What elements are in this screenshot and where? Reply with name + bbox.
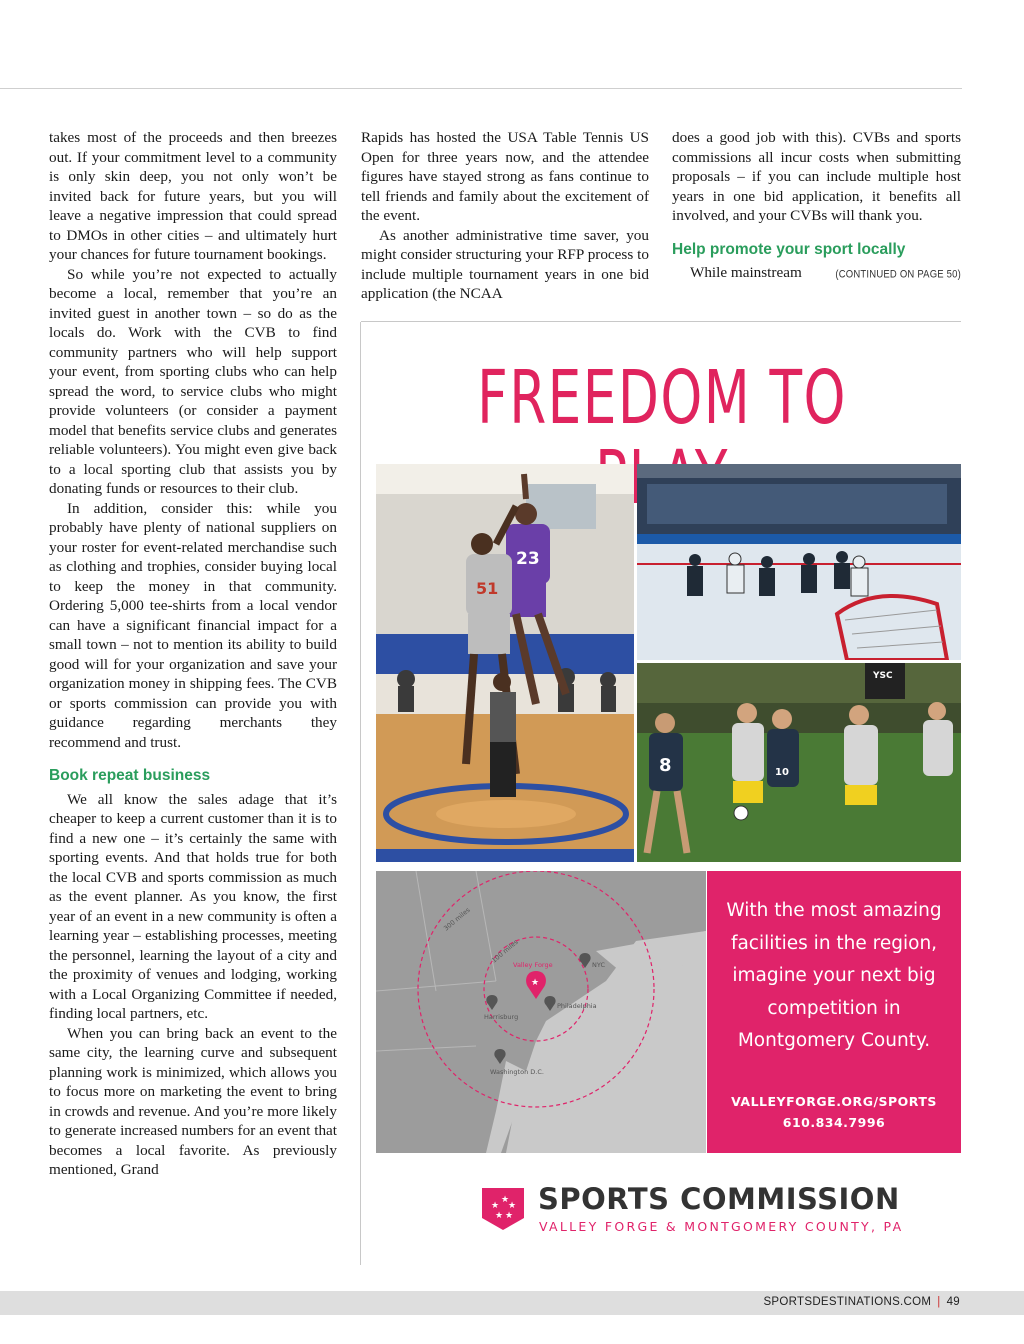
paragraph: does a good job with this). CVBs and sports commissions all incur costs when submitting proposals – if you can include multiple host years in one bid application, it benefits all involved, and your CVBs will thank you. bbox=[672, 129, 961, 224]
svg-text:★: ★ bbox=[501, 1195, 510, 1205]
svg-text:★: ★ bbox=[505, 1211, 514, 1221]
article-column-2 bbox=[361, 128, 649, 304]
paragraph: So while you’re not expected to actually become a local, remember that you’re an invited guest in another town – so do as the locals do. Work with the CVB to find community partners who will help support your event, from sporting clubs who can help spread the word, to service clubs who might provide volunteers (or consider a payment model that benefits service clubs and generates reliable volunteers). You might even give back to a local sporting club that assists you by donating funds or resources to their club. bbox=[49, 265, 337, 497]
footer-separator: | bbox=[937, 1296, 941, 1308]
svg-text:8: 8 bbox=[659, 755, 672, 776]
ad-website-link[interactable]: VALLEYFORGE.ORG/SPORTS bbox=[731, 1094, 937, 1109]
continued-line bbox=[672, 263, 961, 285]
nyc-label: NYC bbox=[592, 961, 606, 969]
svg-text:51: 51 bbox=[476, 579, 499, 598]
paragraph: Rapids has hosted the USA Table Tennis US Open for three years now, and the attendee figures have stayed strong as fans continue to tell friends and family about the excitement of the event. bbox=[361, 129, 649, 224]
svg-text:23: 23 bbox=[516, 549, 540, 569]
ad-tagline: With the most amazing facilities in the region, imagine your next big competition in Montgomery County. bbox=[726, 900, 942, 1051]
column-divider bbox=[360, 322, 361, 1265]
footer bbox=[763, 1296, 960, 1308]
basketball-photo bbox=[376, 464, 634, 862]
washington-label: Washington D.C. bbox=[490, 1068, 544, 1076]
paragraph: In addition, consider this: while you probably have plenty of national suppliers on your roster for event-related merchandise such as clothing and trophies, consider buying local to keep the money in that community. Ordering 5,000 tee-shirts from a local vendor can have a significant financial impact for a small town – not to mention its ability to build good will for your organization and save your organization money in shipping fees. The CVB or sports commission can provide you with guidance regarding merchants they recommend and trust. bbox=[49, 499, 337, 751]
logo-subtitle: VALLEY FORGE & MONTGOMERY COUNTY, PA bbox=[539, 1219, 904, 1234]
ad-tagline-box bbox=[707, 871, 961, 1153]
section-heading-book-repeat: Book repeat business bbox=[49, 767, 211, 784]
svg-text:YSC: YSC bbox=[873, 671, 893, 681]
valley-forge-label: Valley Forge bbox=[513, 961, 553, 969]
page-number: 49 bbox=[946, 1296, 960, 1308]
advertisement bbox=[362, 322, 962, 1264]
article-column-1 bbox=[49, 128, 337, 1180]
philadelphia-label: Philadelphia bbox=[557, 1002, 597, 1010]
section-heading-promote: Help promote your sport locally bbox=[672, 240, 906, 258]
logo-name: SPORTS COMMISSION bbox=[538, 1182, 900, 1216]
svg-text:★: ★ bbox=[495, 1211, 504, 1221]
paragraph: takes most of the proceeds and then breezes out. If your commitment level to a community is only skin deep, you not only won’t be invited back for future years, but you will leave a negative impression that could spread to DMOs in other cities – and ultimately hurt your chances for future tournament bookings. bbox=[49, 129, 337, 263]
paragraph: While mainstream bbox=[690, 264, 802, 281]
ad-headline: FREEDOM TO bbox=[477, 355, 847, 441]
soccer-photo bbox=[637, 663, 961, 862]
svg-text:★: ★ bbox=[508, 1201, 517, 1211]
ring-100-label: 100 miles bbox=[490, 937, 520, 965]
article-column-3 bbox=[672, 128, 961, 285]
paragraph: When you can bring back an event to the same city, the learning curve and subsequent planning work is minimized, which allows you to focus more on marketing the event to bring in crowds and revenue. And you’re more likely to generate increased numbers for an event that becomes a local favorite. As previously mentioned, Grand bbox=[49, 1024, 337, 1178]
footer-site: SPORTSDESTINATIONS.COM bbox=[763, 1296, 932, 1308]
sports-commission-logo bbox=[482, 1182, 904, 1236]
region-map bbox=[376, 871, 706, 1153]
continued-note: (CONTINUED ON PAGE 50) bbox=[835, 268, 961, 281]
stars-badge-icon bbox=[482, 1188, 524, 1230]
harrisburg-label: Harrisburg bbox=[484, 1013, 519, 1021]
top-rule bbox=[0, 88, 962, 89]
hockey-photo bbox=[637, 464, 961, 660]
svg-text:★: ★ bbox=[531, 978, 540, 988]
svg-text:10: 10 bbox=[775, 767, 789, 778]
ring-300-label: 300 miles bbox=[442, 905, 472, 933]
ad-phone: 610.834.7996 bbox=[782, 1115, 886, 1130]
paragraph: As another administrative time saver, you might consider structuring your RFP process to include multiple tournament years in one bid application (the NCAA bbox=[361, 226, 649, 302]
svg-text:★: ★ bbox=[491, 1201, 500, 1211]
paragraph: We all know the sales adage that it’s cheaper to keep a current customer than it is to find a new one – it’s certainly the same with sporting events. And that holds true for both the local CVB and sports commission as much as the event planner. As you know, the first year of an event in a new community is often a learning year – establishing processes, meeting the personnel, learning the layout of a city and the proximity of venues and lodging, working with a Local Organizing Committee if needed, finding local partners, etc. bbox=[49, 790, 337, 1022]
